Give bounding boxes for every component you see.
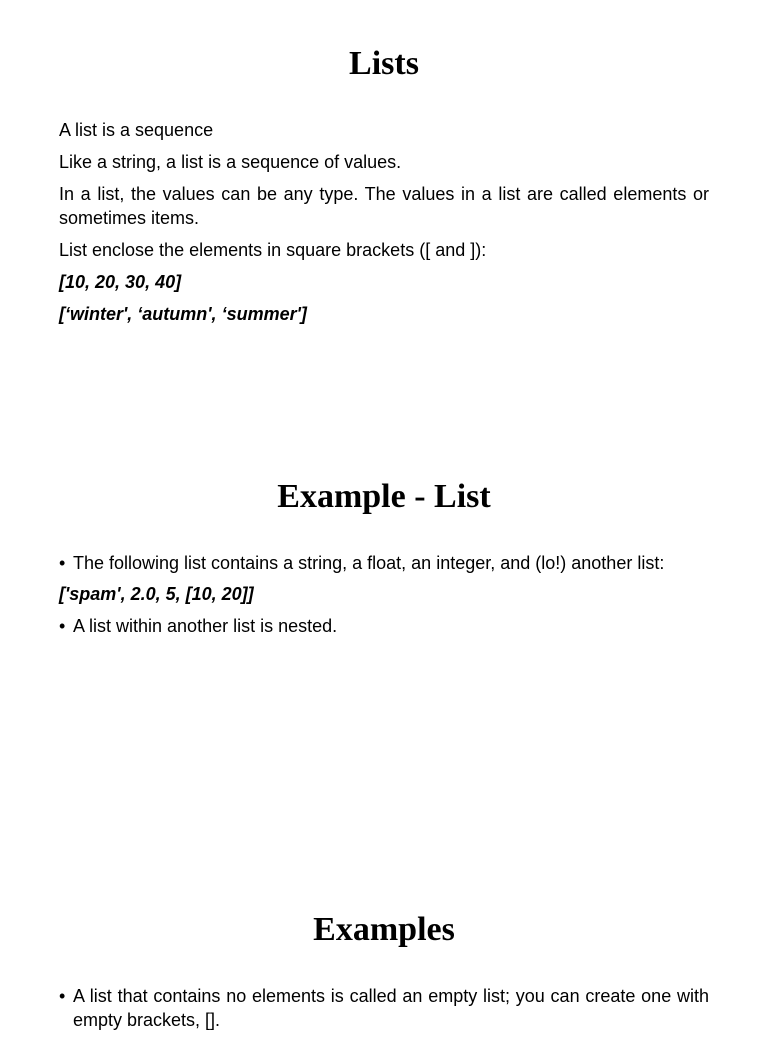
code-example: [10, 20, 30, 40] xyxy=(59,272,182,292)
bullet-item xyxy=(59,614,709,638)
bullet-text: A list within another list is nested. xyxy=(73,616,338,636)
slide-body xyxy=(59,984,709,1039)
paragraph: List enclose the elements in square brackets ([ and ]): xyxy=(59,240,487,260)
bullet-text: A list that contains no elements is called an empty list; you can create one with empty brackets, []. xyxy=(73,986,709,1030)
slide-body xyxy=(59,118,709,334)
paragraph: Like a string, a list is a sequence of values. xyxy=(59,152,402,172)
slide-title: Examples xyxy=(313,911,455,948)
paragraph: In a list, the values can be any type. The values in a list are called elements or sometimes items. xyxy=(59,184,709,228)
slide-body xyxy=(59,551,709,645)
code-example: [‘winter', ‘autumn', ‘summer'] xyxy=(59,304,307,324)
bullet-icon: • xyxy=(59,616,66,636)
paragraph: A list is a sequence xyxy=(59,120,214,140)
bullet-item xyxy=(59,984,709,1032)
bullet-item xyxy=(59,551,709,575)
slide-title: Lists xyxy=(349,45,419,82)
bullet-icon: • xyxy=(59,986,66,1006)
bullet-icon: • xyxy=(59,553,66,573)
code-example: ['spam', 2.0, 5, [10, 20]] xyxy=(59,584,254,604)
bullet-text: The following list contains a string, a float, an integer, and (lo!) another list: xyxy=(73,553,665,573)
slide-title: Example - List xyxy=(277,478,491,515)
